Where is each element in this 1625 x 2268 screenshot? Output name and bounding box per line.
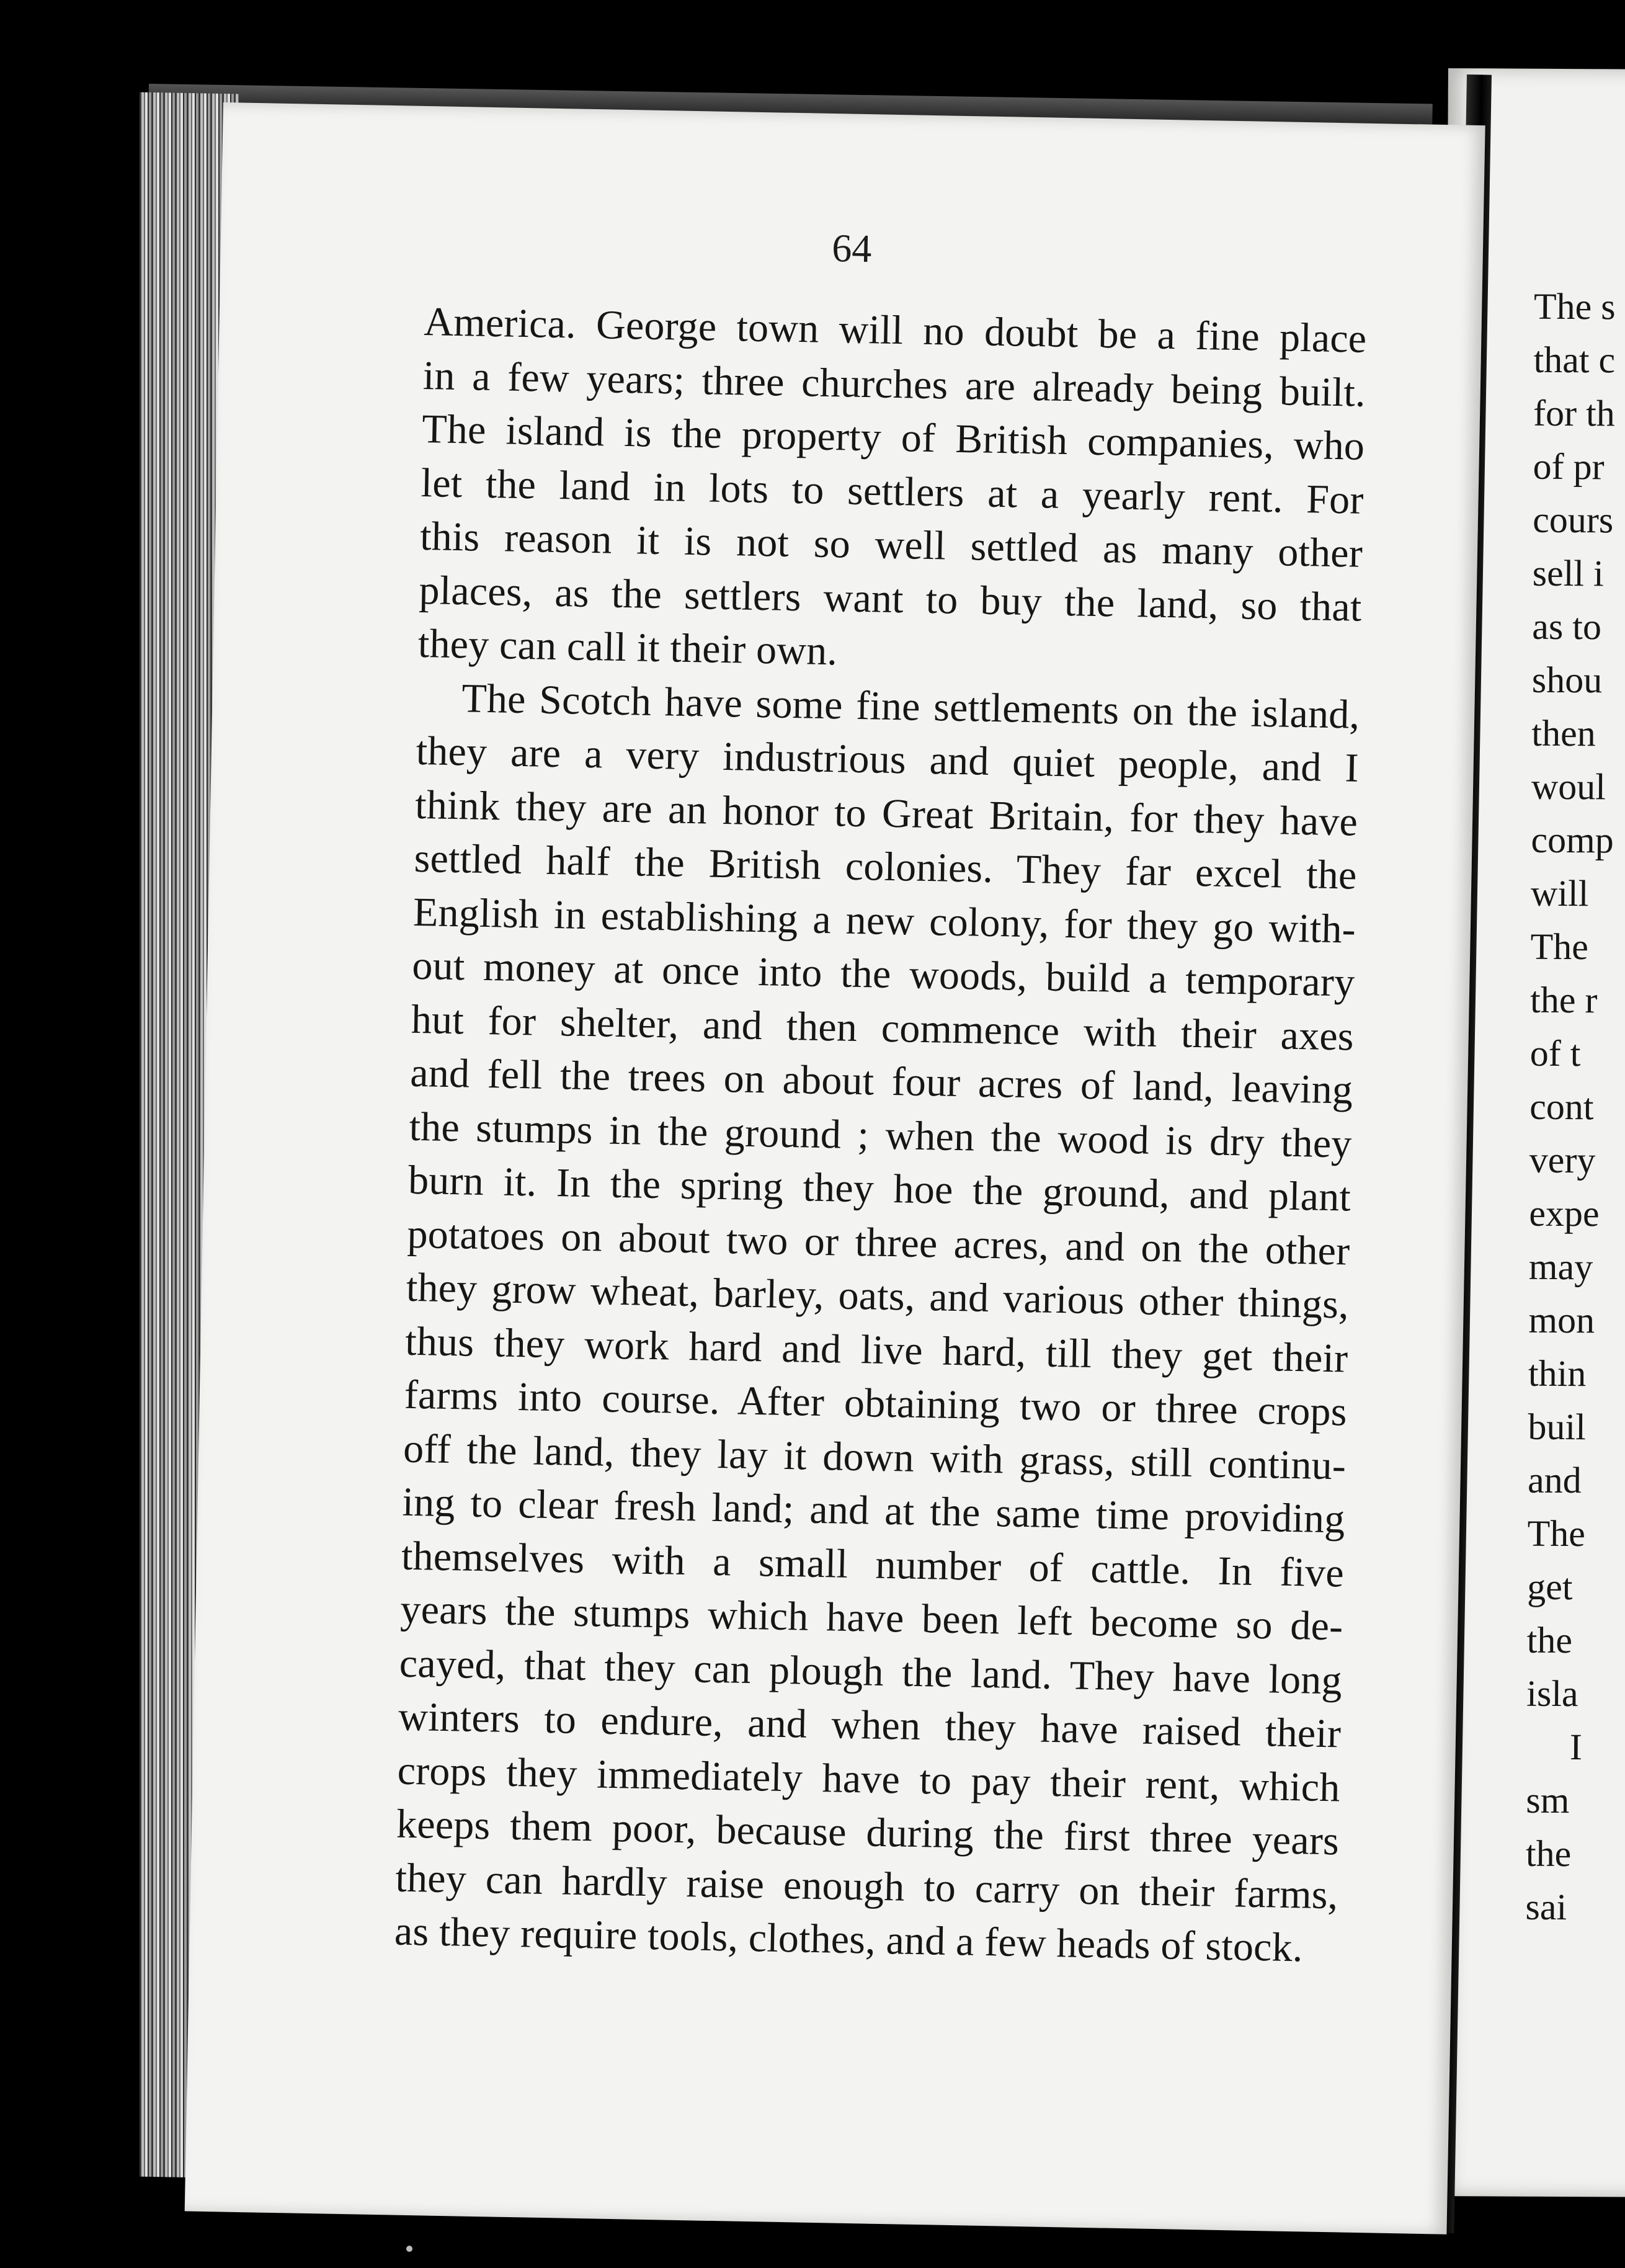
text-line: out money at once into the woods, build a temporary (411, 942, 1355, 1006)
text-line: sm (1526, 1779, 1570, 1821)
text-line: as to (1532, 605, 1602, 648)
text-line: The s (1533, 285, 1616, 328)
right-page-text (1525, 280, 1625, 1934)
page-number: 64 (831, 226, 873, 271)
text-line: English in establishing a new colony, for they go with- (412, 889, 1356, 952)
text-line: The island is the property of British companies, who (421, 406, 1365, 469)
text-line: let the land in lots to settlers at a yearly rent. For (421, 460, 1365, 523)
text-line: woul (1531, 766, 1606, 808)
text-line: will (1530, 872, 1589, 914)
text-line: comp (1531, 819, 1614, 861)
text-line: The (1530, 926, 1589, 968)
text-line: this reason it is not so well settled as many other (419, 513, 1363, 576)
text-line: themselves with a small number of cattle. In five (401, 1533, 1345, 1596)
left-page-text (394, 295, 1367, 1976)
text-line: burn it. In the spring they hoe the ground, and plant (407, 1157, 1351, 1220)
text-line: sai (1525, 1886, 1567, 1928)
text-line: cont (1529, 1086, 1594, 1128)
text-line: isla (1526, 1672, 1578, 1715)
text-line: years the stumps which have been left become so de- (399, 1586, 1343, 1650)
text-line: the stumps in the ground ; when the wood is dry they (409, 1104, 1353, 1167)
text-line: in a few years; three churches are already being built. (422, 352, 1366, 416)
text-line: very (1529, 1139, 1596, 1181)
text-line: that c (1533, 339, 1616, 381)
text-line: winters to endure, and when they have raised their (398, 1694, 1342, 1757)
text-line: of t (1529, 1032, 1581, 1074)
text-line: buil (1528, 1406, 1587, 1448)
text-line: as they require tools, clothes, and a few heads of stock. (394, 1908, 1304, 1971)
text-line: The (1527, 1512, 1586, 1555)
text-line: thus they work hard and live hard, till they get their (404, 1318, 1348, 1382)
text-line: then (1531, 712, 1596, 754)
text-line: may (1528, 1246, 1593, 1288)
text-line: they grow wheat, barley, oats, and various other things, (406, 1264, 1350, 1328)
text-line: of pr (1533, 445, 1605, 488)
text-line: for th (1533, 392, 1615, 434)
text-line: settled half the British colonies. They far excel the (414, 835, 1358, 898)
text-line: ing to clear fresh land; and at the same time providing (402, 1479, 1346, 1542)
text-line: get (1527, 1566, 1573, 1608)
text-line: sell i (1532, 552, 1604, 594)
text-line: off the land, they lay it down with grass, still continu- (403, 1426, 1347, 1489)
text-line: cours (1533, 499, 1614, 541)
text-line: mon (1528, 1299, 1595, 1341)
text-line: expe (1529, 1192, 1600, 1234)
text-line: places, as the settlers want to buy the land, so that (418, 567, 1363, 630)
text-line: farms into course. After obtaining two or three crops (404, 1372, 1348, 1435)
text-line: shou (1531, 659, 1603, 701)
left-page (185, 102, 1485, 2235)
text-line: cayed, that they can plough the land. They have long (399, 1640, 1343, 1703)
text-line: the (1526, 1619, 1573, 1661)
text-line: they can call it their own. (417, 620, 838, 674)
text-line: potatoes on about two or three acres, and on the other (406, 1211, 1351, 1274)
text-line: I (1569, 1726, 1582, 1768)
text-line: they can hardly raise enough to carry on their farms, (394, 1855, 1339, 1918)
text-line: and (1527, 1459, 1582, 1501)
text-line: the (1525, 1833, 1572, 1875)
text-line: America. George town will no doubt be a fine place (423, 298, 1367, 362)
text-line: crops they immediately have to pay their rent, which (397, 1748, 1341, 1810)
text-line: The Scotch have some fine settlements on the island, (461, 675, 1360, 738)
text-line: they are a very industrious and quiet people, and I (416, 728, 1360, 791)
text-line: keeps them poor, because during the first three years (396, 1801, 1340, 1864)
text-line: and fell the trees on about four acres of land, leaving (409, 1050, 1353, 1113)
text-line: the r (1529, 979, 1598, 1021)
text-line: hut for shelter, and then commence with their axes (411, 996, 1355, 1060)
text-line: thin (1528, 1352, 1587, 1395)
text-line: think they are an honor to Great Britain, for they have (414, 782, 1358, 845)
dust-speck (406, 2246, 412, 2252)
